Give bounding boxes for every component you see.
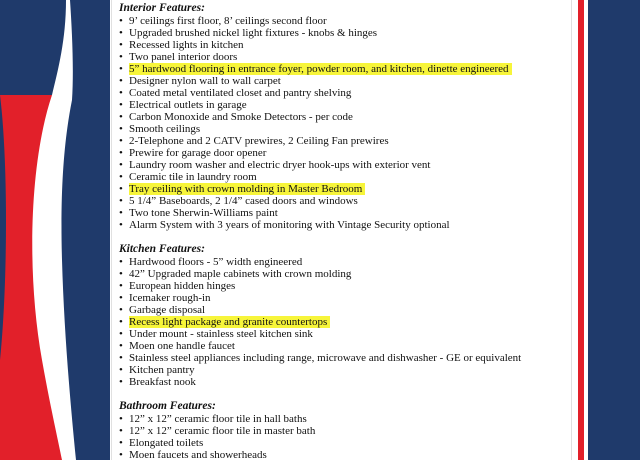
left-swoosh-graphic: [0, 0, 110, 460]
list-item: • Moen faucets and showerheads: [119, 449, 267, 460]
right-decorative-band: [570, 0, 640, 460]
list-item: • Ceramic tile in laundry room: [119, 171, 257, 183]
list-item: • Prewire for garage door opener: [119, 147, 267, 159]
left-decorative-band: [0, 0, 110, 460]
list-item: • Alarm System with 3 years of monitoring with Vintage Security optional: [119, 219, 450, 231]
list-item: • Laundry room washer and electric dryer hook-ups with exterior vent: [119, 159, 431, 171]
list-item: • Icemaker rough-in: [119, 292, 211, 304]
list-item: • 9’ ceilings first floor, 8’ ceilings second floor: [119, 15, 327, 27]
section-spacer: [119, 231, 569, 243]
list-item: • 12” x 12” ceramic floor tile in master bath: [119, 425, 316, 437]
list-item: • Smooth ceilings: [119, 123, 201, 135]
list-item: • 5 1/4” Baseboards, 2 1/4” cased doors and windows: [119, 195, 358, 207]
list-item: • 2-Telephone and 2 CATV prewires, 2 Ceiling Fan prewires: [119, 135, 389, 147]
interior-features-heading: Interior Features:: [119, 2, 205, 14]
list-item: • Coated metal ventilated closet and pantry shelving: [119, 87, 352, 99]
list-item: • Recessed lights in kitchen: [119, 39, 244, 51]
list-item: • Under mount - stainless steel kitchen sink: [119, 328, 313, 340]
bathroom-features-list: [119, 413, 569, 460]
list-item: • Two tone Sherwin-Williams paint: [119, 207, 278, 219]
right-stripe-graphic: [570, 0, 640, 460]
highlighted-list-item: • Tray ceiling with crown molding in Master Bedroom: [119, 183, 569, 195]
list-item: • Two panel interior doors: [119, 51, 238, 63]
list-item: • Elongated toilets: [119, 437, 204, 449]
list-item: • European hidden hinges: [119, 280, 236, 292]
features-document-page: [111, 0, 572, 460]
list-item: • 12” x 12” ceramic floor tile in hall baths: [119, 413, 307, 425]
list-item: • Carbon Monoxide and Smoke Detectors - per code: [119, 111, 353, 123]
highlighted-list-item: • 5” hardwood flooring in entrance foyer, powder room, and kitchen, dinette engineered: [119, 63, 569, 75]
list-item: • 42” Upgraded maple cabinets with crown molding: [119, 268, 352, 280]
list-item: • Electrical outlets in garage: [119, 99, 247, 111]
bathroom-features-heading: Bathroom Features:: [119, 400, 216, 412]
highlighted-list-item: • Recess light package and granite countertops: [119, 316, 569, 328]
list-item: • Hardwood floors - 5” width engineered: [119, 256, 303, 268]
list-item: • Designer nylon wall to wall carpet: [119, 75, 281, 87]
list-item: • Garbage disposal: [119, 304, 206, 316]
interior-features-list: [119, 15, 569, 231]
list-item: • Upgraded brushed nickel light fixtures - knobs & hinges: [119, 27, 378, 39]
section-spacer: [119, 388, 569, 400]
list-item: • Breakfast nook: [119, 376, 196, 388]
kitchen-features-heading: Kitchen Features:: [119, 243, 205, 255]
features-content: [119, 2, 569, 460]
list-item: • Stainless steel appliances including range, microwave and dishwasher - GE or equivalent: [119, 352, 522, 364]
list-item: • Kitchen pantry: [119, 364, 195, 376]
kitchen-features-list: [119, 256, 569, 388]
list-item: • Moen one handle faucet: [119, 340, 235, 352]
